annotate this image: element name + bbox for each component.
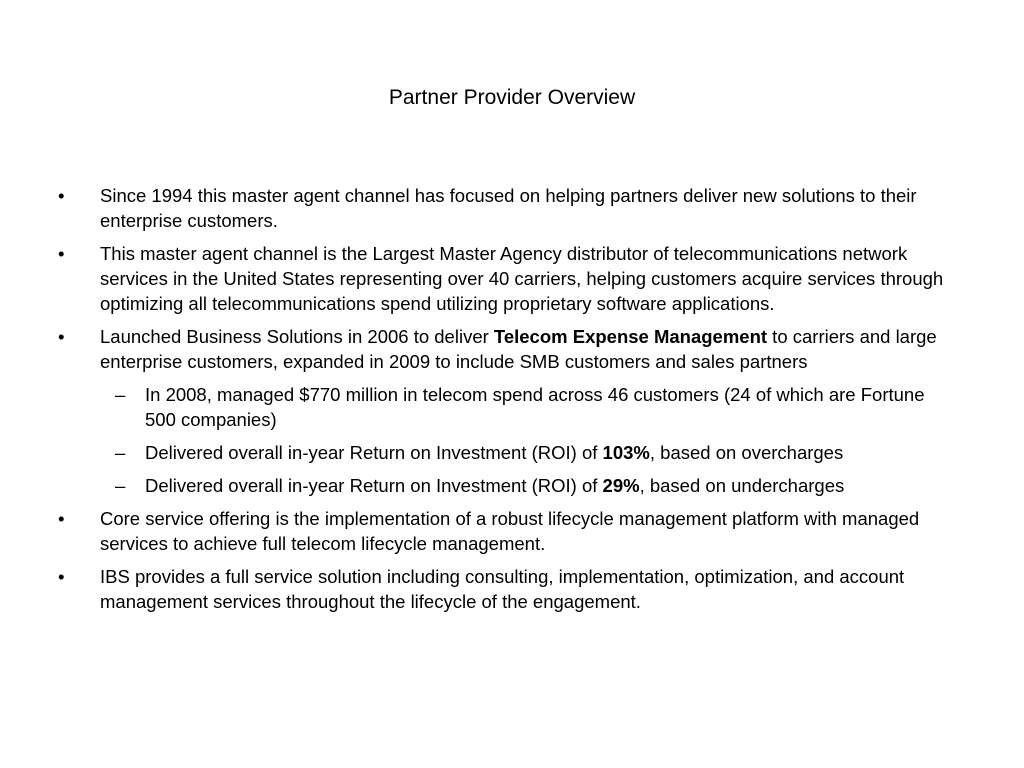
bullet-text: IBS provides a full service solution including consulting, implementation, optimization, and account management services throughout the lifecycle of the engagement. — [100, 566, 905, 612]
bullet-text-after: to carriers and large enterprise customers, expanded in 2009 to include SMB customers and sales partners — [100, 326, 937, 372]
sub-bullet-item — [58, 473, 958, 498]
bullet-text: Core service offering is the implementation of a robust lifecycle management platform with managed services to achieve full telecom lifecycle management. — [100, 508, 920, 554]
sub-bullet-item — [58, 382, 958, 432]
bullet-marker: • — [58, 508, 65, 529]
bullet-marker: • — [58, 243, 65, 264]
bullet-item — [58, 183, 958, 233]
sub-bullet-text-after: , based on undercharges — [639, 475, 845, 496]
sub-bullet-marker: – — [115, 384, 126, 405]
sub-bullet-text: In 2008, managed $770 million in telecom spend across 46 customers (24 of which are Fortune 500 companies) — [145, 384, 925, 430]
slide-title: Partner Provider Overview — [388, 86, 636, 109]
sub-bullet-marker: – — [115, 442, 126, 463]
highlight-telecom-expense-management: Telecom Expense Management — [493, 326, 768, 347]
sub-bullet-marker: – — [115, 475, 126, 496]
bullet-item — [58, 506, 958, 556]
bullet-text-before: Launched Business Solutions in 2006 to deliver — [100, 326, 494, 347]
bullet-marker: • — [58, 185, 65, 206]
bullet-item — [58, 241, 958, 316]
bullet-marker: • — [58, 326, 65, 347]
sub-bullet-item — [58, 440, 958, 465]
sub-bullet-text-before: Delivered overall in-year Return on Investment (ROI) of — [145, 442, 603, 463]
bullet-item — [58, 324, 958, 374]
bullet-text: Since 1994 this master agent channel has focused on helping partners deliver new solutions to their enterprise customers. — [100, 185, 917, 231]
bullet-item — [58, 564, 958, 614]
sub-bullet-text-after: , based on overcharges — [649, 442, 844, 463]
slide-body — [58, 183, 958, 622]
sub-bullet-text-before: Delivered overall in-year Return on Investment (ROI) of — [145, 475, 603, 496]
bullet-marker: • — [58, 566, 65, 587]
highlight-roi-103: 103% — [602, 442, 650, 463]
highlight-roi-29: 29% — [602, 475, 640, 496]
bullet-text: This master agent channel is the Largest Master Agency distributor of telecommunications network services in the United States representing over 40 carriers, helping customers acquire services through optimizing all telecommunications spend utilizing proprietary software applications. — [100, 243, 944, 314]
